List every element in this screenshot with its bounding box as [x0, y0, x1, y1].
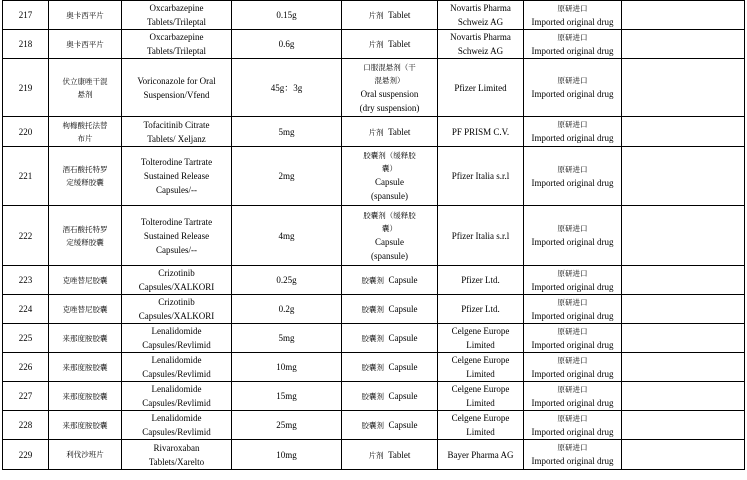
specification-cell: 0.6g	[232, 30, 342, 59]
chinese-name-line: 布片	[77, 133, 93, 143]
chinese-name-cell	[49, 59, 122, 117]
status-zh: 原研进口	[557, 76, 588, 85]
chinese-name-line: 利伐沙班片	[66, 450, 104, 459]
license-holder-line: Pfizer Limited	[454, 82, 507, 93]
drug-status-cell	[524, 295, 622, 324]
status-en: Imported original drug	[531, 16, 614, 27]
dosage-form-zh: 胶囊剂	[361, 334, 384, 343]
dosage-form-cell	[342, 117, 438, 147]
dosage-form-en: Capsule	[388, 391, 418, 401]
license-holder-line: Limited	[466, 398, 495, 408]
remark-cell	[622, 206, 745, 266]
chinese-name-cell	[49, 295, 122, 324]
drug-status-cell	[524, 382, 622, 411]
drug-status-cell	[524, 266, 622, 295]
chinese-name-line: 克唑替尼胶囊	[62, 304, 108, 314]
chinese-name-line: 奥卡西平片	[66, 39, 104, 49]
table-row	[3, 206, 745, 266]
drug-table-body	[3, 1, 745, 470]
english-name-line: Tofacitinib Citrate	[143, 119, 210, 130]
drug-status-cell	[524, 30, 622, 59]
drug-status-cell	[524, 147, 622, 206]
status-zh: 原研进口	[557, 164, 588, 174]
dosage-form-en: Tablet	[388, 126, 411, 137]
status-en: Imported original drug	[531, 310, 614, 321]
dosage-form-en-line: Capsule	[375, 177, 404, 187]
chinese-name-line: 来那度胺胶囊	[62, 420, 108, 430]
remark-cell	[622, 117, 745, 147]
english-name-line: Lenalidomide	[151, 355, 202, 365]
status-en: Imported original drug	[531, 397, 614, 408]
dosage-form-line	[344, 302, 435, 316]
english-name-cell	[122, 324, 232, 353]
chinese-name-cell	[49, 382, 122, 411]
chinese-name-line: 奥卡西平片	[66, 10, 104, 20]
license-holder-line: Pfizer Italia s.r.l	[451, 230, 510, 241]
license-holder-line: Celgene Europe	[451, 355, 510, 365]
dosage-form-cell	[342, 266, 438, 295]
chinese-name-cell	[49, 206, 122, 266]
serial-number-cell: 226	[3, 353, 49, 382]
status-zh: 原研进口	[557, 326, 588, 336]
chinese-name-line: 定缓释胶囊	[66, 237, 104, 247]
table-row	[3, 324, 745, 353]
english-name-cell	[122, 266, 232, 295]
chinese-name-cell	[49, 324, 122, 353]
serial-number-cell: 220	[3, 117, 49, 147]
serial-number-cell: 227	[3, 382, 49, 411]
english-name-cell	[122, 295, 232, 324]
dosage-form-zh: 胶囊剂	[361, 276, 384, 285]
dosage-form-en: Capsule	[388, 275, 418, 285]
dosage-form-cell	[342, 295, 438, 324]
license-holder-cell	[438, 30, 524, 59]
chinese-name-line: 枸橼酸托法替	[62, 120, 108, 130]
english-name-line: Sustained Release	[143, 230, 210, 241]
remark-cell	[622, 1, 745, 30]
license-holder-cell	[438, 411, 524, 440]
dosage-form-zh-line: 囊）	[382, 164, 397, 173]
remark-cell	[622, 266, 745, 295]
table-row	[3, 295, 745, 324]
specification-cell: 5mg	[232, 117, 342, 147]
english-name-line: Capsules/XALKORI	[138, 282, 215, 292]
english-name-line: Capsules/Revlimid	[142, 427, 211, 437]
english-name-cell	[122, 411, 232, 440]
english-name-line: Sustained Release	[143, 171, 210, 181]
license-holder-line: Schweiz AG	[457, 46, 504, 56]
dosage-form-line	[344, 360, 435, 374]
drug-status-cell	[524, 117, 622, 147]
english-name-line: Capsules/Revlimid	[142, 340, 211, 350]
status-zh: 原研进口	[557, 384, 588, 394]
license-holder-line: Schweiz AG	[457, 17, 504, 27]
chinese-name-cell	[49, 117, 122, 147]
english-name-line: Tablets/ Xeljanz	[147, 133, 206, 144]
dosage-form-cell	[342, 324, 438, 353]
dosage-form-en: Capsule	[388, 304, 418, 314]
dosage-form-line	[344, 389, 435, 403]
license-holder-cell	[438, 353, 524, 382]
english-name-cell	[122, 117, 232, 147]
dosage-form-zh: 胶囊剂	[361, 363, 384, 372]
chinese-name-cell	[49, 1, 122, 30]
specification-cell: 25mg	[232, 411, 342, 440]
english-name-line: Tablets/Xarelto	[148, 456, 205, 467]
english-name-line: Suspension/Vfend	[143, 89, 210, 100]
dosage-form-zh: 胶囊剂	[361, 305, 384, 314]
license-holder-line: Limited	[466, 369, 495, 379]
remark-cell	[622, 147, 745, 206]
english-name-line: Lenalidomide	[151, 326, 202, 336]
license-holder-line: Celgene Europe	[451, 413, 510, 423]
license-holder-line: Celgene Europe	[451, 326, 510, 336]
english-name-line: Oxcarbazepine	[149, 3, 204, 13]
status-zh: 原研进口	[557, 355, 588, 365]
serial-number-cell: 228	[3, 411, 49, 440]
chinese-name-line: 酒石酸托特罗	[62, 224, 108, 234]
license-holder-cell	[438, 295, 524, 324]
license-holder-cell	[438, 59, 524, 117]
drug-list-page	[2, 0, 745, 470]
remark-cell	[622, 353, 745, 382]
remark-cell	[622, 382, 745, 411]
dosage-form-zh: 胶囊剂	[361, 392, 384, 401]
specification-cell: 15mg	[232, 382, 342, 411]
english-name-cell	[122, 1, 232, 30]
specification-cell: 45g：3g	[232, 59, 342, 117]
status-zh: 原研进口	[557, 413, 588, 423]
chinese-name-line: 来那度胺胶囊	[62, 391, 108, 401]
specification-cell: 0.2g	[232, 295, 342, 324]
license-holder-line: Limited	[466, 427, 495, 437]
chinese-name-cell	[49, 147, 122, 206]
status-zh: 原研进口	[557, 120, 588, 129]
dosage-form-en-line: Oral suspension	[360, 88, 419, 99]
remark-cell	[622, 440, 745, 470]
remark-cell	[622, 324, 745, 353]
remark-cell	[622, 30, 745, 59]
serial-number-cell: 224	[3, 295, 49, 324]
license-holder-cell	[438, 324, 524, 353]
table-row	[3, 411, 745, 440]
dosage-form-line	[344, 418, 435, 432]
english-name-line: Capsules/Revlimid	[142, 398, 211, 408]
specification-cell: 0.15g	[232, 1, 342, 30]
specification-cell: 0.25g	[232, 266, 342, 295]
drug-status-cell	[524, 353, 622, 382]
english-name-line: Crizotinib	[158, 297, 195, 307]
english-name-line: Voriconazole for Oral	[137, 75, 216, 86]
chinese-name-line: 克唑替尼胶囊	[62, 275, 108, 285]
dosage-form-cell	[342, 440, 438, 470]
drug-status-cell	[524, 324, 622, 353]
dosage-form-zh: 片剂	[368, 127, 384, 137]
specification-cell: 10mg	[232, 353, 342, 382]
table-row	[3, 59, 745, 117]
status-en: Imported original drug	[531, 368, 614, 379]
drug-status-cell	[524, 1, 622, 30]
chinese-name-cell	[49, 440, 122, 470]
dosage-form-cell	[342, 147, 438, 206]
dosage-form-zh: 片剂	[368, 40, 384, 49]
dosage-form-en-line: Capsule	[375, 236, 404, 247]
dosage-form-en: Tablet	[388, 39, 411, 49]
license-holder-line: Pfizer Ltd.	[461, 275, 500, 285]
dosage-form-line	[344, 125, 435, 139]
english-name-cell	[122, 59, 232, 117]
license-holder-line: Pfizer Italia s.r.l	[451, 171, 510, 181]
english-name-line: Oxcarbazepine	[149, 32, 204, 42]
dosage-form-zh-line: 混悬剂）	[374, 75, 405, 85]
specification-cell: 5mg	[232, 324, 342, 353]
serial-number-cell: 223	[3, 266, 49, 295]
serial-number-cell: 229	[3, 440, 49, 470]
license-holder-cell	[438, 440, 524, 470]
table-row	[3, 147, 745, 206]
status-en: Imported original drug	[531, 456, 614, 466]
dosage-form-cell	[342, 382, 438, 411]
dosage-form-zh-line: 口服混悬剂（干	[363, 62, 416, 72]
dosage-form-cell	[342, 353, 438, 382]
license-holder-line: PF PRISM C.V.	[451, 126, 510, 137]
status-en: Imported original drug	[531, 339, 614, 350]
english-name-cell	[122, 382, 232, 411]
status-zh: 原研进口	[557, 443, 588, 452]
status-en: Imported original drug	[531, 177, 614, 188]
chinese-name-line: 酒石酸托特罗	[62, 165, 108, 174]
drug-status-cell	[524, 440, 622, 470]
dosage-form-zh-line: 胶囊剂（缓释胶	[363, 151, 416, 160]
dosage-form-cell	[342, 30, 438, 59]
dosage-form-en: Tablet	[388, 10, 411, 20]
table-row	[3, 30, 745, 59]
chinese-name-cell	[49, 30, 122, 59]
status-zh: 原研进口	[557, 224, 588, 233]
dosage-form-cell	[342, 206, 438, 266]
dosage-form-zh: 片剂	[368, 11, 384, 20]
dosage-form-en-line: (dry suspension)	[359, 102, 420, 113]
license-holder-cell	[438, 117, 524, 147]
status-en: Imported original drug	[531, 426, 614, 437]
license-holder-line: Novartis Pharma	[450, 3, 511, 13]
chinese-name-cell	[49, 411, 122, 440]
serial-number-cell: 222	[3, 206, 49, 266]
status-en: Imported original drug	[531, 281, 614, 292]
dosage-form-en: Capsule	[388, 420, 418, 430]
english-name-line: Tolterodine Tartrate	[140, 216, 213, 227]
chinese-name-line: 来那度胺胶囊	[62, 333, 108, 343]
chinese-name-cell	[49, 353, 122, 382]
license-holder-line: Celgene Europe	[451, 384, 510, 394]
english-name-line: Lenalidomide	[151, 384, 202, 394]
license-holder-cell	[438, 1, 524, 30]
english-name-line: Capsules/XALKORI	[138, 311, 215, 321]
dosage-form-line	[344, 37, 435, 51]
chinese-name-line: 悬剂	[77, 89, 93, 99]
table-row	[3, 440, 745, 470]
remark-cell	[622, 295, 745, 324]
drug-status-cell	[524, 411, 622, 440]
license-holder-line: Novartis Pharma	[450, 32, 511, 42]
english-name-line: Capsules/--	[156, 185, 197, 195]
table-row	[3, 353, 745, 382]
english-name-line: Tablets/Trileptal	[146, 17, 207, 27]
dosage-form-cell	[342, 411, 438, 440]
dosage-form-line	[344, 448, 435, 462]
serial-number-cell: 221	[3, 147, 49, 206]
english-name-cell	[122, 440, 232, 470]
status-en: Imported original drug	[531, 133, 614, 143]
english-name-line: Rivaroxaban	[153, 442, 200, 453]
serial-number-cell: 217	[3, 1, 49, 30]
serial-number-cell: 218	[3, 30, 49, 59]
license-holder-line: Limited	[466, 340, 495, 350]
drug-status-cell	[524, 206, 622, 266]
license-holder-cell	[438, 206, 524, 266]
dosage-form-zh-line: 胶囊剂（缓释胶	[363, 210, 416, 220]
status-en: Imported original drug	[531, 237, 614, 247]
table-row	[3, 382, 745, 411]
english-name-cell	[122, 206, 232, 266]
english-name-cell	[122, 147, 232, 206]
license-holder-cell	[438, 147, 524, 206]
dosage-form-cell	[342, 59, 438, 117]
english-name-line: Capsules/--	[156, 244, 197, 255]
dosage-form-zh-line: 囊）	[382, 223, 397, 233]
status-zh: 原研进口	[557, 32, 588, 42]
dosage-form-en-line: (spansule)	[371, 250, 408, 261]
dosage-form-en-line: (spansule)	[371, 191, 408, 201]
drug-list-table	[2, 0, 745, 470]
license-holder-cell	[438, 382, 524, 411]
chinese-name-line: 伏立康唑干混	[62, 76, 108, 86]
english-name-line: Tolterodine Tartrate	[140, 157, 213, 167]
dosage-form-cell	[342, 1, 438, 30]
chinese-name-cell	[49, 266, 122, 295]
drug-status-cell	[524, 59, 622, 117]
status-en: Imported original drug	[531, 89, 614, 99]
table-row	[3, 1, 745, 30]
chinese-name-line: 定缓释胶囊	[66, 178, 104, 187]
license-holder-line: Pfizer Ltd.	[461, 304, 500, 314]
dosage-form-line	[344, 8, 435, 22]
dosage-form-en: Capsule	[388, 362, 418, 372]
license-holder-line: Bayer Pharma AG	[447, 449, 514, 460]
english-name-line: Tablets/Trileptal	[146, 46, 207, 56]
serial-number-cell: 225	[3, 324, 49, 353]
status-zh: 原研进口	[557, 268, 588, 278]
status-en: Imported original drug	[531, 45, 614, 56]
english-name-cell	[122, 30, 232, 59]
status-zh: 原研进口	[557, 3, 588, 13]
english-name-line: Lenalidomide	[151, 413, 202, 423]
dosage-form-en: Tablet	[388, 449, 411, 460]
chinese-name-line: 来那度胺胶囊	[62, 362, 108, 372]
dosage-form-zh: 片剂	[368, 450, 384, 460]
status-zh: 原研进口	[557, 297, 588, 307]
dosage-form-zh: 胶囊剂	[361, 421, 384, 430]
remark-cell	[622, 59, 745, 117]
table-row	[3, 266, 745, 295]
license-holder-cell	[438, 266, 524, 295]
specification-cell: 2mg	[232, 147, 342, 206]
english-name-line: Capsules/Revlimid	[142, 369, 211, 379]
specification-cell: 10mg	[232, 440, 342, 470]
dosage-form-line	[344, 273, 435, 287]
remark-cell	[622, 411, 745, 440]
table-row	[3, 117, 745, 147]
dosage-form-en: Capsule	[388, 333, 418, 343]
english-name-line: Crizotinib	[158, 268, 195, 278]
english-name-cell	[122, 353, 232, 382]
specification-cell: 4mg	[232, 206, 342, 266]
dosage-form-line	[344, 331, 435, 345]
serial-number-cell: 219	[3, 59, 49, 117]
